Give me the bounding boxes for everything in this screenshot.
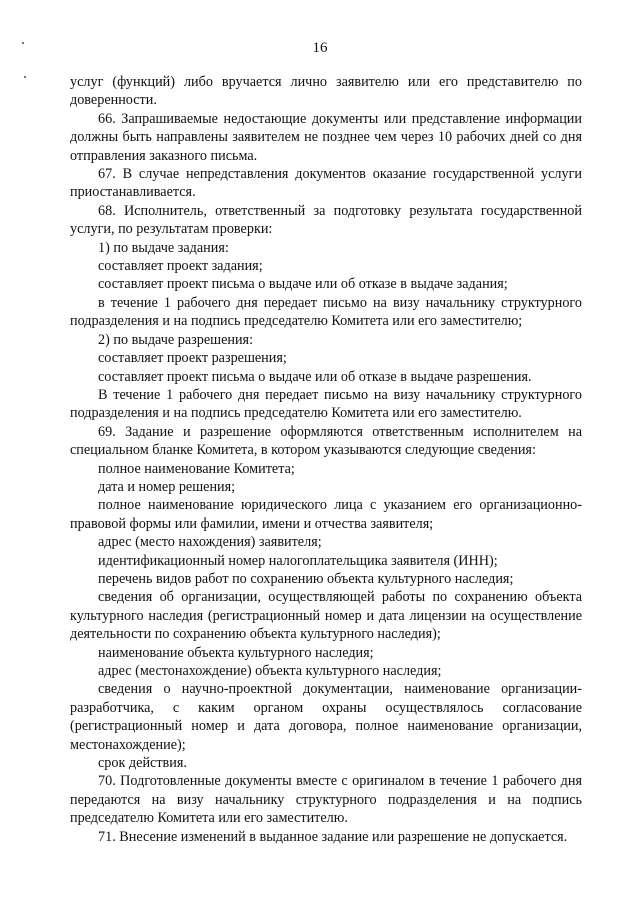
paragraph: 2) по выдаче разрешения: bbox=[98, 331, 254, 348]
paragraph: срок действия. bbox=[98, 755, 187, 772]
scan-dot-mark bbox=[24, 76, 26, 78]
paragraph: 70. Подготовленные документы вместе с оригиналом в течение 1 рабочего дня передаются на визу начальнику структурного подразделения и на подпись председателю Комитета или его заместителю. bbox=[70, 773, 582, 827]
paragraph: идентификационный номер налогоплательщика заявителя (ИНН); bbox=[98, 552, 498, 569]
paragraph: дата и номер решения; bbox=[98, 478, 236, 495]
paragraph: адрес (место нахождения) заявителя; bbox=[98, 534, 322, 551]
paragraph: услуг (функций) либо вручается лично заявителю или его представителю по доверенности. bbox=[70, 74, 582, 109]
paragraph: 68. Исполнитель, ответственный за подготовку результата государственной услуги, по результатам проверки: bbox=[70, 202, 582, 238]
paragraph: сведения о научно-проектной документации, наименование организации-разработчика, с каким органом охраны осуществлялось согласование (регистрационный номер и дата договора, полное наименование организации, местонахождение); bbox=[70, 681, 582, 753]
paragraph: 71. Внесение изменений в выданное задание или разрешение не допускается. bbox=[98, 828, 568, 845]
paragraph: составляет проект письма о выдаче или об отказе в выдаче разрешения. bbox=[98, 368, 532, 385]
paragraph: полное наименование Комитета; bbox=[98, 460, 295, 477]
paragraph: наименование объекта культурного наследия; bbox=[98, 644, 374, 661]
paragraph: 66. Запрашиваемые недостающие документы или представление информации должны быть направлены заявителем не позднее чем через 10 рабочих дней со дня отправления заказного письма. bbox=[70, 110, 582, 164]
paragraph: полное наименование юридического лица с указанием его организационно-правовой формы или фамилии, имени и отчества заявителя; bbox=[70, 497, 582, 532]
page-number: 16 bbox=[312, 40, 328, 56]
paragraph: перечень видов работ по сохранению объекта культурного наследия; bbox=[98, 570, 514, 587]
paragraph: 1) по выдаче задания: bbox=[98, 239, 229, 256]
paragraph: адрес (местонахождение) объекта культурного наследия; bbox=[98, 663, 442, 679]
paragraph: сведения об организации, осуществляющей работы по сохранению объекта культурного наследия (регистрационный номер и дата лицензии на осуществление деятельности по сохранению объекта культурного наследия); bbox=[70, 589, 582, 643]
paragraph: 69. Задание и разрешение оформляются ответственным исполнителем на специальном бланке Комитета, в котором указываются следующие сведения: bbox=[70, 423, 582, 459]
paragraph: 67. В случае непредставления документов оказание государственной услуги приостанавливается. bbox=[70, 166, 582, 201]
paragraph: В течение 1 рабочего дня передает письмо на визу начальнику структурного подразделения и на подпись председателю Комитета или его заместителю. bbox=[70, 386, 582, 422]
document-body bbox=[70, 73, 582, 846]
paragraph: составляет проект разрешения; bbox=[98, 350, 287, 367]
paragraph: в течение 1 рабочего дня передает письмо на визу начальнику структурного подразделения и на подпись председателю Комитета или его заместителю; bbox=[70, 294, 582, 330]
paragraph: составляет проект письма о выдаче или об отказе в выдаче задания; bbox=[98, 276, 508, 293]
paragraph: составляет проект задания; bbox=[98, 258, 263, 275]
